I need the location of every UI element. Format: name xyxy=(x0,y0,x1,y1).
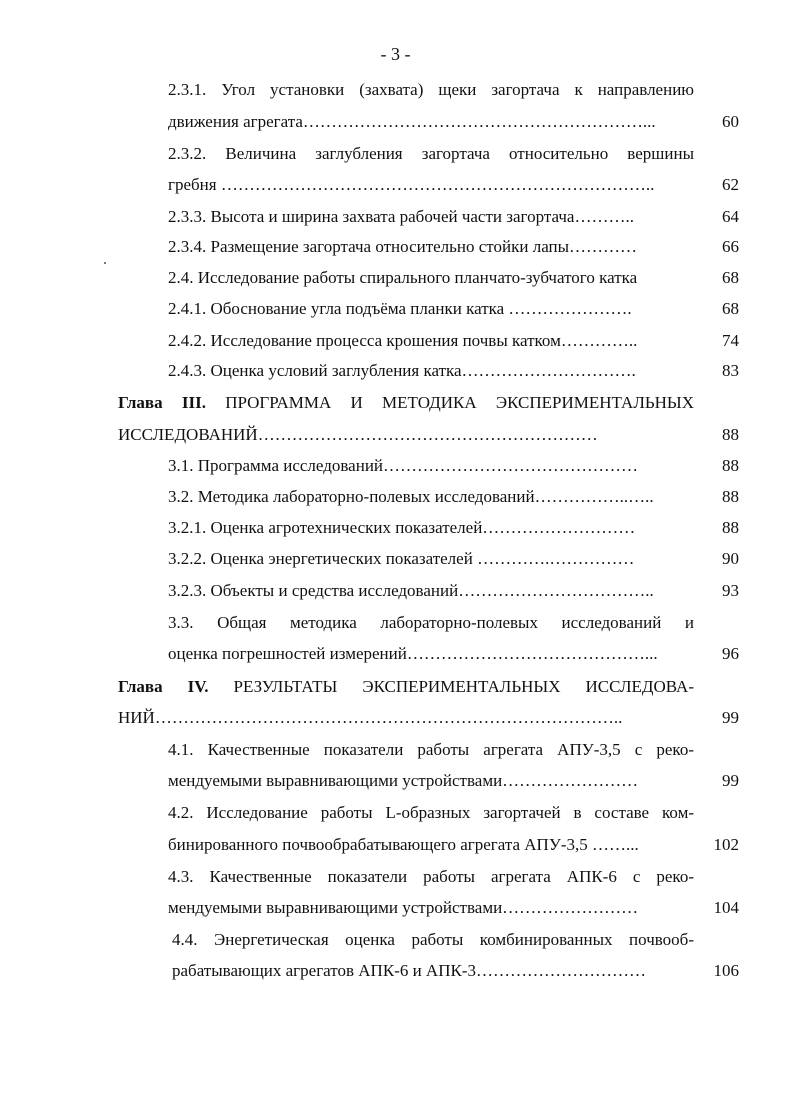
toc-line: 2.3.3. Высота и ширина захвата рабочей части загортача……….. xyxy=(168,207,634,226)
toc-line: 3.2. Методика лабораторно-полевых исследований……………..….. xyxy=(168,487,654,506)
toc-page-number: 104 xyxy=(713,898,739,917)
toc-line: 3.2.2. Оценка энергетических показателей ………….…………… xyxy=(168,549,635,568)
toc-line: мендуемыми выравнивающими устройствами…………………… xyxy=(168,771,639,790)
toc-line: оценка погрешностей измерений……………………………………... xyxy=(168,644,658,663)
toc-page-number: 66 xyxy=(722,237,739,256)
toc-line: 2.4.2. Исследование процесса крошения почвы катком………….. xyxy=(168,331,638,350)
toc-page-number: 106 xyxy=(713,961,739,980)
toc-line: 3.2.1. Оценка агротехнических показателей……………………… xyxy=(168,518,636,537)
toc-page-number: 96 xyxy=(722,644,739,663)
toc-line: мендуемыми выравнивающими устройствами…………………… xyxy=(168,898,639,917)
toc-page-number: 88 xyxy=(722,518,739,537)
chapter-heading xyxy=(118,676,694,700)
toc-page-number: 99 xyxy=(722,771,739,790)
toc-line: 3.1. Программа исследований……………………………………… xyxy=(168,456,639,475)
toc-line: ИССЛЕДОВАНИЙ…………………………………………………… xyxy=(118,425,598,444)
toc-page-number: 88 xyxy=(722,487,739,506)
toc-page-number: 93 xyxy=(722,581,739,600)
toc-line: 4.3. Качественные показатели работы агрегата АПК-6 с реко- xyxy=(168,867,694,886)
toc-page-number: 88 xyxy=(722,425,739,444)
toc-line: 2.3.2. Величина заглубления загортача относительно вершины xyxy=(168,144,694,163)
toc-page-number: 88 xyxy=(722,456,739,475)
chapter-title: РЕЗУЛЬТАТЫ ЭКСПЕРИМЕНТАЛЬНЫХ ИССЛЕДОВА- xyxy=(208,677,694,696)
toc-page-number: 83 xyxy=(722,361,739,380)
toc-page-number: 64 xyxy=(722,207,739,226)
toc-line: 3.3. Общая методика лабораторно-полевых исследований и xyxy=(168,613,694,632)
toc-line: движения агрегата……………………………………………………... xyxy=(168,112,656,131)
toc-line: бинированного почвообрабатывающего агрегата АПУ-3,5 ……... xyxy=(168,835,639,854)
toc-line: 2.3.4. Размещение загортача относительно стойки лапы………… xyxy=(168,237,638,256)
toc-line: 2.3.1. Угол установки (захвата) щеки загортача к направлению xyxy=(168,80,694,99)
chapter-label: Глава IV. xyxy=(118,677,209,696)
toc-line: рабатывающих агрегатов АПК-6 и АПК-3………………………… xyxy=(172,961,646,980)
chapter-heading xyxy=(118,392,694,416)
toc-line: 4.2. Исследование работы L-образных загортачей в составе ком- xyxy=(168,803,694,822)
toc-page-number: 102 xyxy=(713,835,739,854)
toc-line: 4.1. Качественные показатели работы агрегата АПУ-3,5 с реко- xyxy=(168,740,694,759)
toc-line: 2.4.3. Оценка условий заглубления катка…………………………. xyxy=(168,361,636,380)
toc-line: 4.4. Энергетическая оценка работы комбинированных почвооб- xyxy=(172,930,694,949)
toc-line: НИЙ……………………………………………………………………….. xyxy=(118,708,623,727)
chapter-label: Глава III. xyxy=(118,393,206,412)
toc-page-number: 62 xyxy=(722,175,739,194)
toc-page-number: 74 xyxy=(722,331,739,350)
toc-page-number: 60 xyxy=(722,112,739,131)
toc-page-number: 99 xyxy=(722,708,739,727)
chapter-title: ПРОГРАММА И МЕТОДИКА ЭКСПЕРИМЕНТАЛЬНЫХ xyxy=(205,393,694,412)
toc-line: 3.2.3. Объекты и средства исследований…………………………….. xyxy=(168,581,654,600)
toc-line: гребня ………………………………………………………………….. xyxy=(168,175,655,194)
toc-line: 2.4.1. Обоснование угла подъёма планки катка …………………. xyxy=(168,299,632,318)
toc-page-number: 90 xyxy=(722,549,739,568)
page-number: - 3 - xyxy=(380,44,411,64)
speck xyxy=(104,262,106,264)
toc-page-number: 68 xyxy=(722,268,739,287)
toc-line: 2.4. Исследование работы спирального планчато-зубчатого катка xyxy=(168,268,638,287)
toc-page-number: 68 xyxy=(722,299,739,318)
